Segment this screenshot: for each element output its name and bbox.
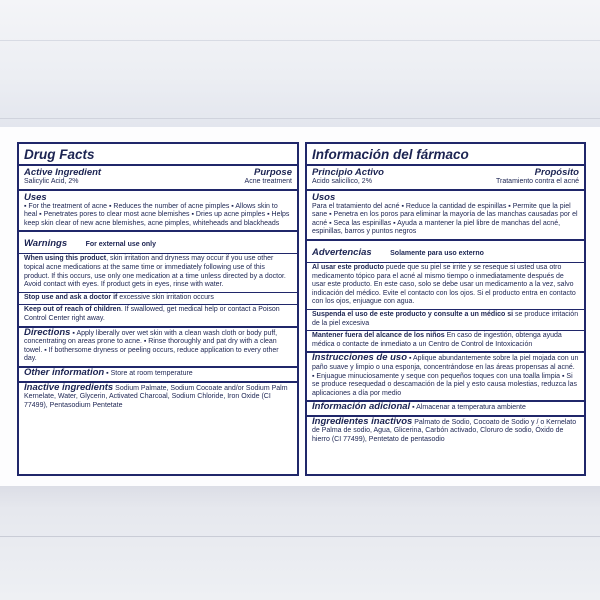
stop-use-section (19, 293, 297, 306)
uses-heading: Usos (312, 191, 336, 203)
uses-section (307, 191, 584, 241)
keep-out-section (19, 305, 297, 327)
uses-text: ▪ For the treatment of acne ▪ Reduces the number of acne pimples ▪ Allows skin to heal ▪ Penetrates pores to clear most acne blemishes ▪ Dries up acne pimples ▪ Helps keep skin clear of new acne blemishes, acne pimples, whiteheads and blackheads (24, 202, 290, 227)
when-using-section (307, 263, 584, 310)
keep-out-label: Mantener fuera del alcance de los niños (312, 332, 445, 340)
inactive-ingredients-text: Sodium Palmate, Sodium Cocoate and/or Sodium Palm Kernelate, Water, Glycerin, Activated Charcoal, Sodium Chloride, Iron Oxide (CI 77499), Pentasodium Pentetate (24, 384, 288, 409)
fold-line (0, 536, 600, 537)
uses-heading: Uses (24, 191, 47, 203)
warnings-heading: Advertencias (312, 246, 372, 258)
keep-out-label: Keep out of reach of children (24, 306, 121, 314)
directions-text: ▪ Aplique abundantemente sobre la piel mojada con un paño suave y limpio o una esponja, concentrándose en las áreas propensas al acné. ▪ Enjuague minuciosamente y seque con pequeños toques con una toalla limpia ▪ Si se produce resequedad o descamación de la piel y esto causa molestias, reduzca las aplicaciones a día por medio (312, 355, 579, 397)
directions-heading: Directions (24, 326, 71, 338)
warnings-note: Solamente para uso externo (390, 249, 484, 257)
other-information-text: ▪ Almacenar a temperatura ambiente (410, 404, 526, 412)
when-using-text: , skin irritation and dryness may occur if you use other topical acne medications at the same time or immediately following use of this product. If this occurs, use only one medication at a time unless directed by a doctor. Avoid contact with eyes. If product gets in eyes, rinse with water. (24, 255, 286, 289)
panel-title: Drug Facts (19, 147, 297, 166)
purpose-heading: Propósito (534, 167, 579, 178)
when-using-label: Al usar este producto (312, 263, 384, 271)
when-using-section (19, 254, 297, 292)
package-bottom-flap (0, 486, 600, 600)
inactive-ingredients-section (307, 417, 584, 447)
keep-out-text: En caso de ingestión, obtenga ayuda médica o contacte de inmediato a un Centro de Control de Intoxicación (312, 332, 562, 348)
ingredient-purpose: Tratamiento contra el acné (495, 178, 579, 185)
drug-facts-panel-spanish (305, 142, 586, 476)
when-using-text: puede que su piel se irrite y se reseque si usted usa otro medicamento tópico para el acné al mismo tiempo o inmediatamente después de usar este producto. En este caso, solo se debe usar un medicamento a la vez, salvo indicación del médico. Evite el contacto con los ojos. Si el producto entra en contacto con los ojos, enjuague con agua. (312, 263, 576, 306)
fold-line (0, 40, 600, 41)
panel-title: Información del fármaco (307, 147, 584, 166)
directions-text: ▪ Apply liberally over wet skin with a clean wash cloth or body puff, concentrating on areas prone to acne. ▪ Rinse thoroughly and pat dry with a clean towel. ▪ If bothersome dryness or peeling occurs, reduce application to every other day. (24, 329, 279, 363)
fold-line (0, 118, 600, 119)
directions-heading: Instrucciones de uso (312, 352, 408, 364)
other-information-section (19, 368, 297, 383)
directions-section (19, 328, 297, 368)
keep-out-text: . If swallowed, get medical help or contact a Poison Control Center right away. (24, 306, 280, 322)
active-ingredient-heading: Principio Activo (312, 167, 384, 178)
inactive-ingredients-section (19, 383, 297, 413)
active-ingredient-section (19, 166, 297, 191)
directions-section (307, 353, 584, 402)
when-using-label: When using this product (24, 255, 107, 263)
keep-out-section (307, 331, 584, 353)
ingredient-purpose: Acne treatment (244, 178, 292, 185)
warnings-heading-row (19, 232, 297, 254)
purpose-heading: Purpose (253, 167, 292, 178)
active-ingredient-section (307, 166, 584, 191)
stop-use-text: se produce irritación de la piel excesiva (312, 310, 579, 327)
uses-text: Para el tratamiento del acné ▪ Reduce la cantidad de espinillas ▪ Permite que la piel sane ▪ Penetra en los poros para eliminar la mayoría de las manchas causadas por el acné ▪ Seca las espinillas ▪ Ayuda a mantener la piel libre de manchas del acné, espinillas, barros y puntos negros (312, 202, 578, 236)
other-information-heading: Información adicional (312, 401, 411, 413)
inactive-ingredients-text: Palmato de Sodio, Cocoato de Sodio y / o Kernelato de Palma de sodio, Agua, Glicerina, Carbón activado, Cloruro de sodio, Óxido de hierro (CI 77499), Pentetato de pentasodio (312, 418, 577, 444)
stop-use-section (307, 310, 584, 331)
other-information-section (307, 402, 584, 417)
inactive-ingredients-heading: Ingredientes inactivos (312, 415, 413, 427)
other-information-heading: Other information (24, 366, 105, 378)
inactive-ingredients-heading: Inactive ingredients (24, 381, 114, 393)
other-information-text: ▪ Store at room temperature (104, 369, 193, 377)
ingredient-name: Salicylic Acid, 2% (24, 178, 79, 185)
uses-section (19, 191, 297, 233)
warnings-heading: Warnings (24, 238, 68, 250)
active-ingredient-heading: Active Ingredient (24, 167, 102, 178)
stop-use-label: Stop use and ask a doctor if (24, 293, 118, 301)
ingredient-name: Acido salicílico, 2% (312, 178, 372, 185)
package-top-flap (0, 0, 600, 127)
warnings-note: For external use only (85, 241, 156, 249)
stop-use-text: excessive skin irritation occurs (117, 293, 214, 301)
stop-use-label: Suspenda el uso de este producto y consulte a un médico si (312, 310, 514, 318)
drug-facts-panel-english (17, 142, 299, 476)
warnings-heading-row (307, 241, 584, 263)
